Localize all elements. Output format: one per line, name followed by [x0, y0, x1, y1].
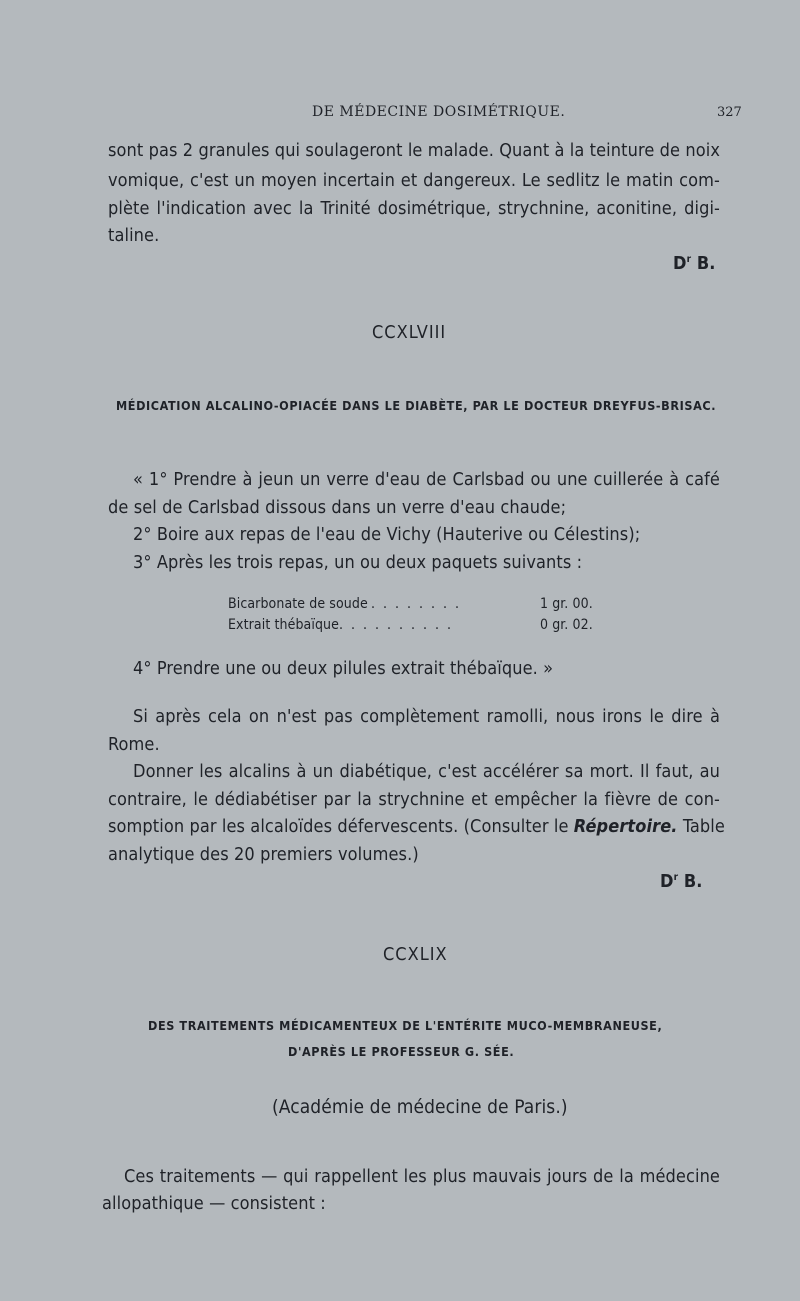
signature-doctor-sup: r	[673, 872, 679, 883]
signature	[660, 871, 703, 892]
text-line: analytique des 20 premiers volumes.)	[108, 844, 419, 865]
list-item-3: 3° Après les trois repas, un ou deux paquets suivants :	[133, 552, 583, 573]
prescription-dots: . . . . . . . .	[371, 596, 461, 612]
section-title: DES TRAITEMENTS MÉDICAMENTEUX DE L'ENTÉRITE MUCO-MEMBRANEUSE,	[148, 1018, 663, 1033]
text-line-mixed	[108, 816, 725, 837]
signature-initial: B.	[683, 871, 703, 892]
repertoire-italic: Répertoire.	[573, 816, 678, 837]
list-item-1-cont: de sel de Carlsbad dissous dans un verre d'eau chaude;	[108, 497, 567, 518]
section-title: MÉDICATION ALCALINO-OPIACÉE DANS LE DIABÈTE, PAR LE DOCTEUR DREYFUS-BRISAC.	[116, 398, 717, 413]
text-line: Si après cela on n'est pas complètement ramolli, nous irons le dire à	[133, 706, 720, 727]
section-source: (Académie de médecine de Paris.)	[272, 1096, 568, 1118]
section-title-line2: D'APRÈS LE PROFESSEUR G. SÉE.	[288, 1044, 515, 1059]
prescription-amount: 0 gr. 02.	[540, 617, 593, 633]
list-item-1: « 1° Prendre à jeun un verre d'eau de Carlsbad ou une cuillerée à café	[133, 469, 720, 490]
section-number: CCXLIX	[383, 944, 448, 965]
signature-doctor-sup: r	[686, 254, 692, 265]
text-line: Ces traitements — qui rappellent les plus mauvais jours de la médecine	[124, 1166, 720, 1187]
prescription-dots: . . . . . . . . .	[351, 617, 453, 633]
prescription-name: Bicarbonate de soude	[228, 596, 368, 612]
text-line: sont pas 2 granules qui soulageront le malade. Quant à la teinture de noix	[108, 140, 720, 161]
prescription-name: Extrait thébaïque.	[228, 617, 344, 633]
prescription-amount: 1 gr. 00.	[540, 596, 593, 612]
text-line: contraire, le dédiabétiser par la strychnine et empêcher la fièvre de con-	[108, 789, 720, 810]
list-item-4: 4° Prendre une ou deux pilules extrait thébaïque. »	[133, 658, 554, 679]
section-number: CCXLVIII	[372, 322, 447, 343]
signature-doctor: D	[673, 253, 687, 274]
text-line: taline.	[108, 225, 160, 246]
text-line: Donner les alcalins à un diabétique, c'est accélérer sa mort. Il faut, au	[133, 761, 720, 782]
text-line: allopathique — consistent :	[102, 1193, 326, 1214]
text-fragment: somption par les alcaloïdes défervescents. (Consulter le	[108, 816, 569, 837]
signature-initial: B.	[696, 253, 716, 274]
text-line: plète l'indication avec la Trinité dosimétrique, strychnine, aconitine, digi-	[108, 198, 720, 219]
list-item-2: 2° Boire aux repas de l'eau de Vichy (Hauterive ou Célestins);	[133, 524, 641, 545]
running-title: DE MÉDECINE DOSIMÉTRIQUE.	[312, 104, 566, 120]
text-line: vomique, c'est un moyen incertain et dangereux. Le sedlitz le matin com-	[108, 170, 720, 191]
text-fragment: Table	[682, 816, 725, 837]
signature	[673, 253, 716, 274]
text-line: Rome.	[108, 734, 160, 755]
page-number: 327	[717, 105, 742, 120]
signature-doctor: D	[660, 871, 674, 892]
